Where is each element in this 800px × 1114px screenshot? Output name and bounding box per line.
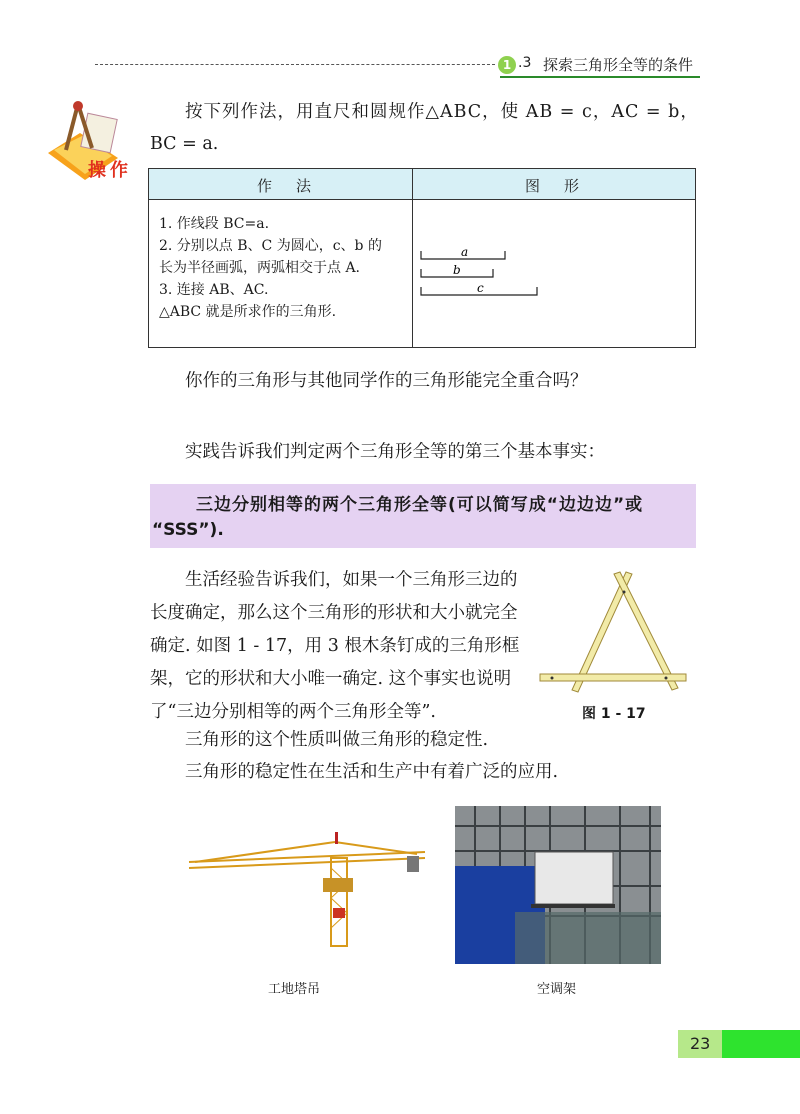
operate-label: 操作 <box>88 160 132 181</box>
table-header-method: 作法 <box>257 177 336 195</box>
segment-c-label: c <box>477 281 484 295</box>
tower-crane-photo <box>185 828 435 948</box>
table-divider <box>412 169 413 347</box>
segment-b-label: b <box>453 263 461 277</box>
header-rule <box>95 64 495 65</box>
body-line: 长度确定，那么这个三角形的形状和大小就完全 <box>150 603 518 623</box>
step-item: 2. 分别以点 B、C 为圆心，c、b 的 <box>159 238 382 254</box>
table-header <box>149 169 695 200</box>
step-item: 1. 作线段 BC=a. <box>159 216 270 232</box>
theorem-line-2: “SSS”). <box>152 520 224 540</box>
practice-text: 实践告诉我们判定两个三角形全等的第三个基本事实： <box>185 442 605 462</box>
step-item: △ABC 就是所求作的三角形. <box>159 304 337 320</box>
ac-caption: 空调架 <box>537 982 577 997</box>
body-line: 架，它的形状和大小唯一确定. 这个事实也说明 <box>150 669 512 689</box>
figure-caption: 图 1 - 17 <box>582 706 646 722</box>
chapter-badge: 1 <box>498 56 516 74</box>
table-header-figure: 图形 <box>525 177 604 195</box>
theorem-line-1: 三边分别相等的两个三角形全等(可以简写成“边边边”或 <box>196 495 644 515</box>
application-text: 三角形的稳定性在生活和生产中有着广泛的应用. <box>185 762 559 782</box>
segment-figure <box>419 239 559 303</box>
section-number: .3 <box>518 55 532 71</box>
wooden-triangle-figure <box>538 568 688 698</box>
crane-caption: 工地塔吊 <box>268 982 321 997</box>
segment-a-label: a <box>461 245 469 259</box>
page-number: 23 <box>690 1034 711 1053</box>
construction-table <box>148 168 696 348</box>
stability-text: 三角形的这个性质叫做三角形的稳定性. <box>185 730 489 750</box>
intro-line-2: BC = a. <box>150 134 219 154</box>
page-accent-bar <box>722 1030 800 1058</box>
construction-steps <box>159 213 409 323</box>
body-line: 生活经验告诉我们，如果一个三角形三边的 <box>185 570 518 590</box>
section-title: 探索三角形全等的条件 <box>543 56 694 74</box>
question-text: 你作的三角形与其他同学作的三角形能完全重合吗？ <box>185 371 588 391</box>
header-underline <box>500 76 700 78</box>
air-conditioner-bracket-photo <box>455 806 661 964</box>
body-paragraph <box>150 564 530 729</box>
step-item: 3. 连接 AB、AC. <box>159 282 269 298</box>
intro-line-1: 按下列作法，用直尺和圆规作△ABC，使 AB = c，AC = b， <box>185 102 699 122</box>
step-item: 长为半径画弧，两弧相交于点 A. <box>159 260 361 276</box>
body-line: 了“三边分别相等的两个三角形全等”. <box>150 702 436 722</box>
body-line: 确定. 如图 1 - 17，用 3 根木条钉成的三角形框 <box>150 636 520 656</box>
